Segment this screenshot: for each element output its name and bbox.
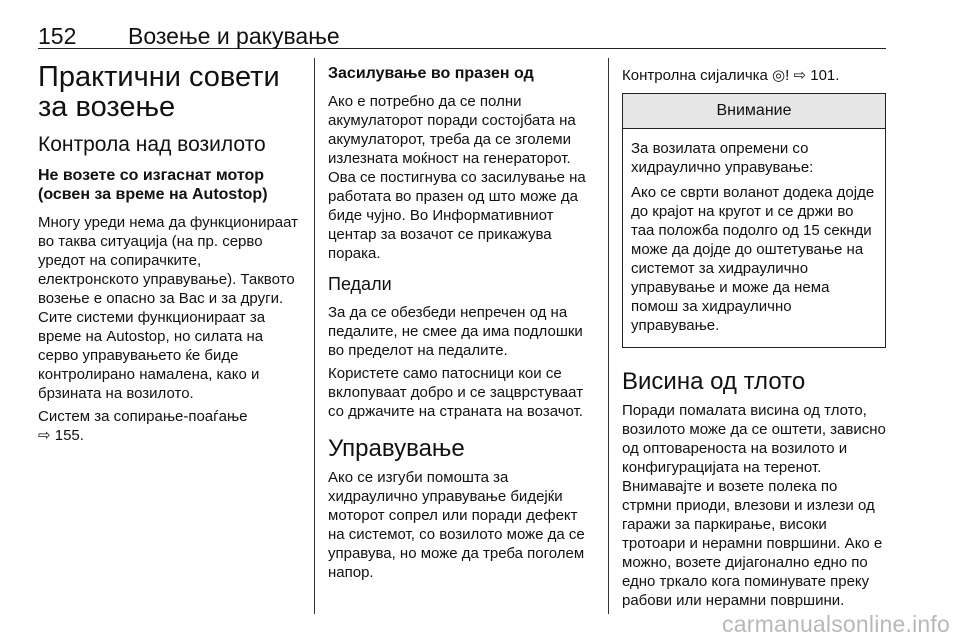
notice-body xyxy=(623,129,885,347)
notice-paragraph-1: За возилата опремени со хидраулично управување: xyxy=(631,140,814,176)
power-steering-warning-icon: ◎! xyxy=(772,67,790,84)
paragraph-ground-clearance: Поради помалата висина од тлото, возилото може да се оштети, зависно од оптовареноста на возилото и конфигурацијата на теренот. Внимавајте и возете полека по стрмни приоди, влезови и излези од гаражи за паркирање, високи тротоари и нерамни површини. Ако е можно, возете дијагонално едно по едно тркало кога поминувате преку рабови или нерамни површини. xyxy=(622,402,886,609)
control-lamp-text: Контролна сијаличка xyxy=(622,67,768,84)
start-stop-ref-text: Систем за сопирање-поаѓање xyxy=(38,408,248,425)
paragraph-pedals-2: Користете само патосници кои се вклопуваат добро и се зацврстуваат со држачите на страната на возачот. xyxy=(328,365,584,420)
warning-notice-box xyxy=(622,93,886,348)
paragraph-idle-boost: Ако е потребно да се полни акумулаторот поради состојбата на акумулаторот, треба да се зголеми излезната моќност на генераторот. Ова се постигнува со засилување на работата во празен од што може да биде чујно. Во Информативниот центар за возачот се прикажува порака. xyxy=(328,93,586,262)
paragraph-steering: Ако се изгуби помошта за хидраулично управување бидејќи моторот сопрел или поради дефект на системот, со возилото може да се управува, но може да треба поголем напор. xyxy=(328,469,585,581)
page-header xyxy=(38,14,886,49)
column-3 xyxy=(622,58,886,614)
page-reference-icon: ⇨ xyxy=(38,427,51,444)
paragraph-no-coasting: Многу уреди нема да функционираат во таква ситуација (на пр. серво уредот на сопирачките, електронското управување). Таквото возење е опасно за Вас и за други. Сите системи функционираат за време на Autostop, но силата на серво управувањето ќе биде контролирано намалена, како и брзината на возилото. xyxy=(38,214,299,402)
notice-heading: Внимание xyxy=(623,94,885,129)
site-watermark: carmanualsonline.info xyxy=(722,611,950,637)
start-stop-ref-page[interactable]: 155. xyxy=(54,427,84,444)
paragraph-start-stop-ref xyxy=(38,407,300,445)
control-lamp-reference xyxy=(622,66,886,85)
section-heading-steering: Управување xyxy=(328,435,465,462)
subsection-heading-no-coasting: Не возете со изгаснат мотор (освен за време на Autostop) xyxy=(38,167,268,203)
page-reference-icon: ⇨ xyxy=(793,67,807,84)
paragraph-pedals-1: За да се обезбеди непречен од на педалите, не смее да има подлошки во пределот на педалите. xyxy=(328,304,583,359)
page-number: 152 xyxy=(38,23,77,49)
notice-paragraph-2: Ако се сврти воланот додека дојде до крајот на кругот и се држи во таа положба подолго од 15 секнди може да дојде до оштетување на системот за хидраулично управување и може да нема помош за хидраулично управување. xyxy=(631,184,875,334)
page-title: Практични совети за возење xyxy=(38,61,280,123)
running-title: Возење и ракување xyxy=(128,23,340,49)
column-divider-2 xyxy=(608,58,609,614)
column-2 xyxy=(328,58,596,586)
subsection-heading-idle-boost: Засилување во празен од xyxy=(328,65,534,82)
column-divider-1 xyxy=(314,58,315,614)
column-1 xyxy=(38,58,300,449)
control-lamp-page[interactable]: 101. xyxy=(810,67,840,84)
section-heading-ground-clearance: Висина од тлото xyxy=(622,368,806,395)
section-heading-vehicle-control: Контрола над возилото xyxy=(38,133,266,156)
heading-pedals: Педали xyxy=(328,274,392,294)
